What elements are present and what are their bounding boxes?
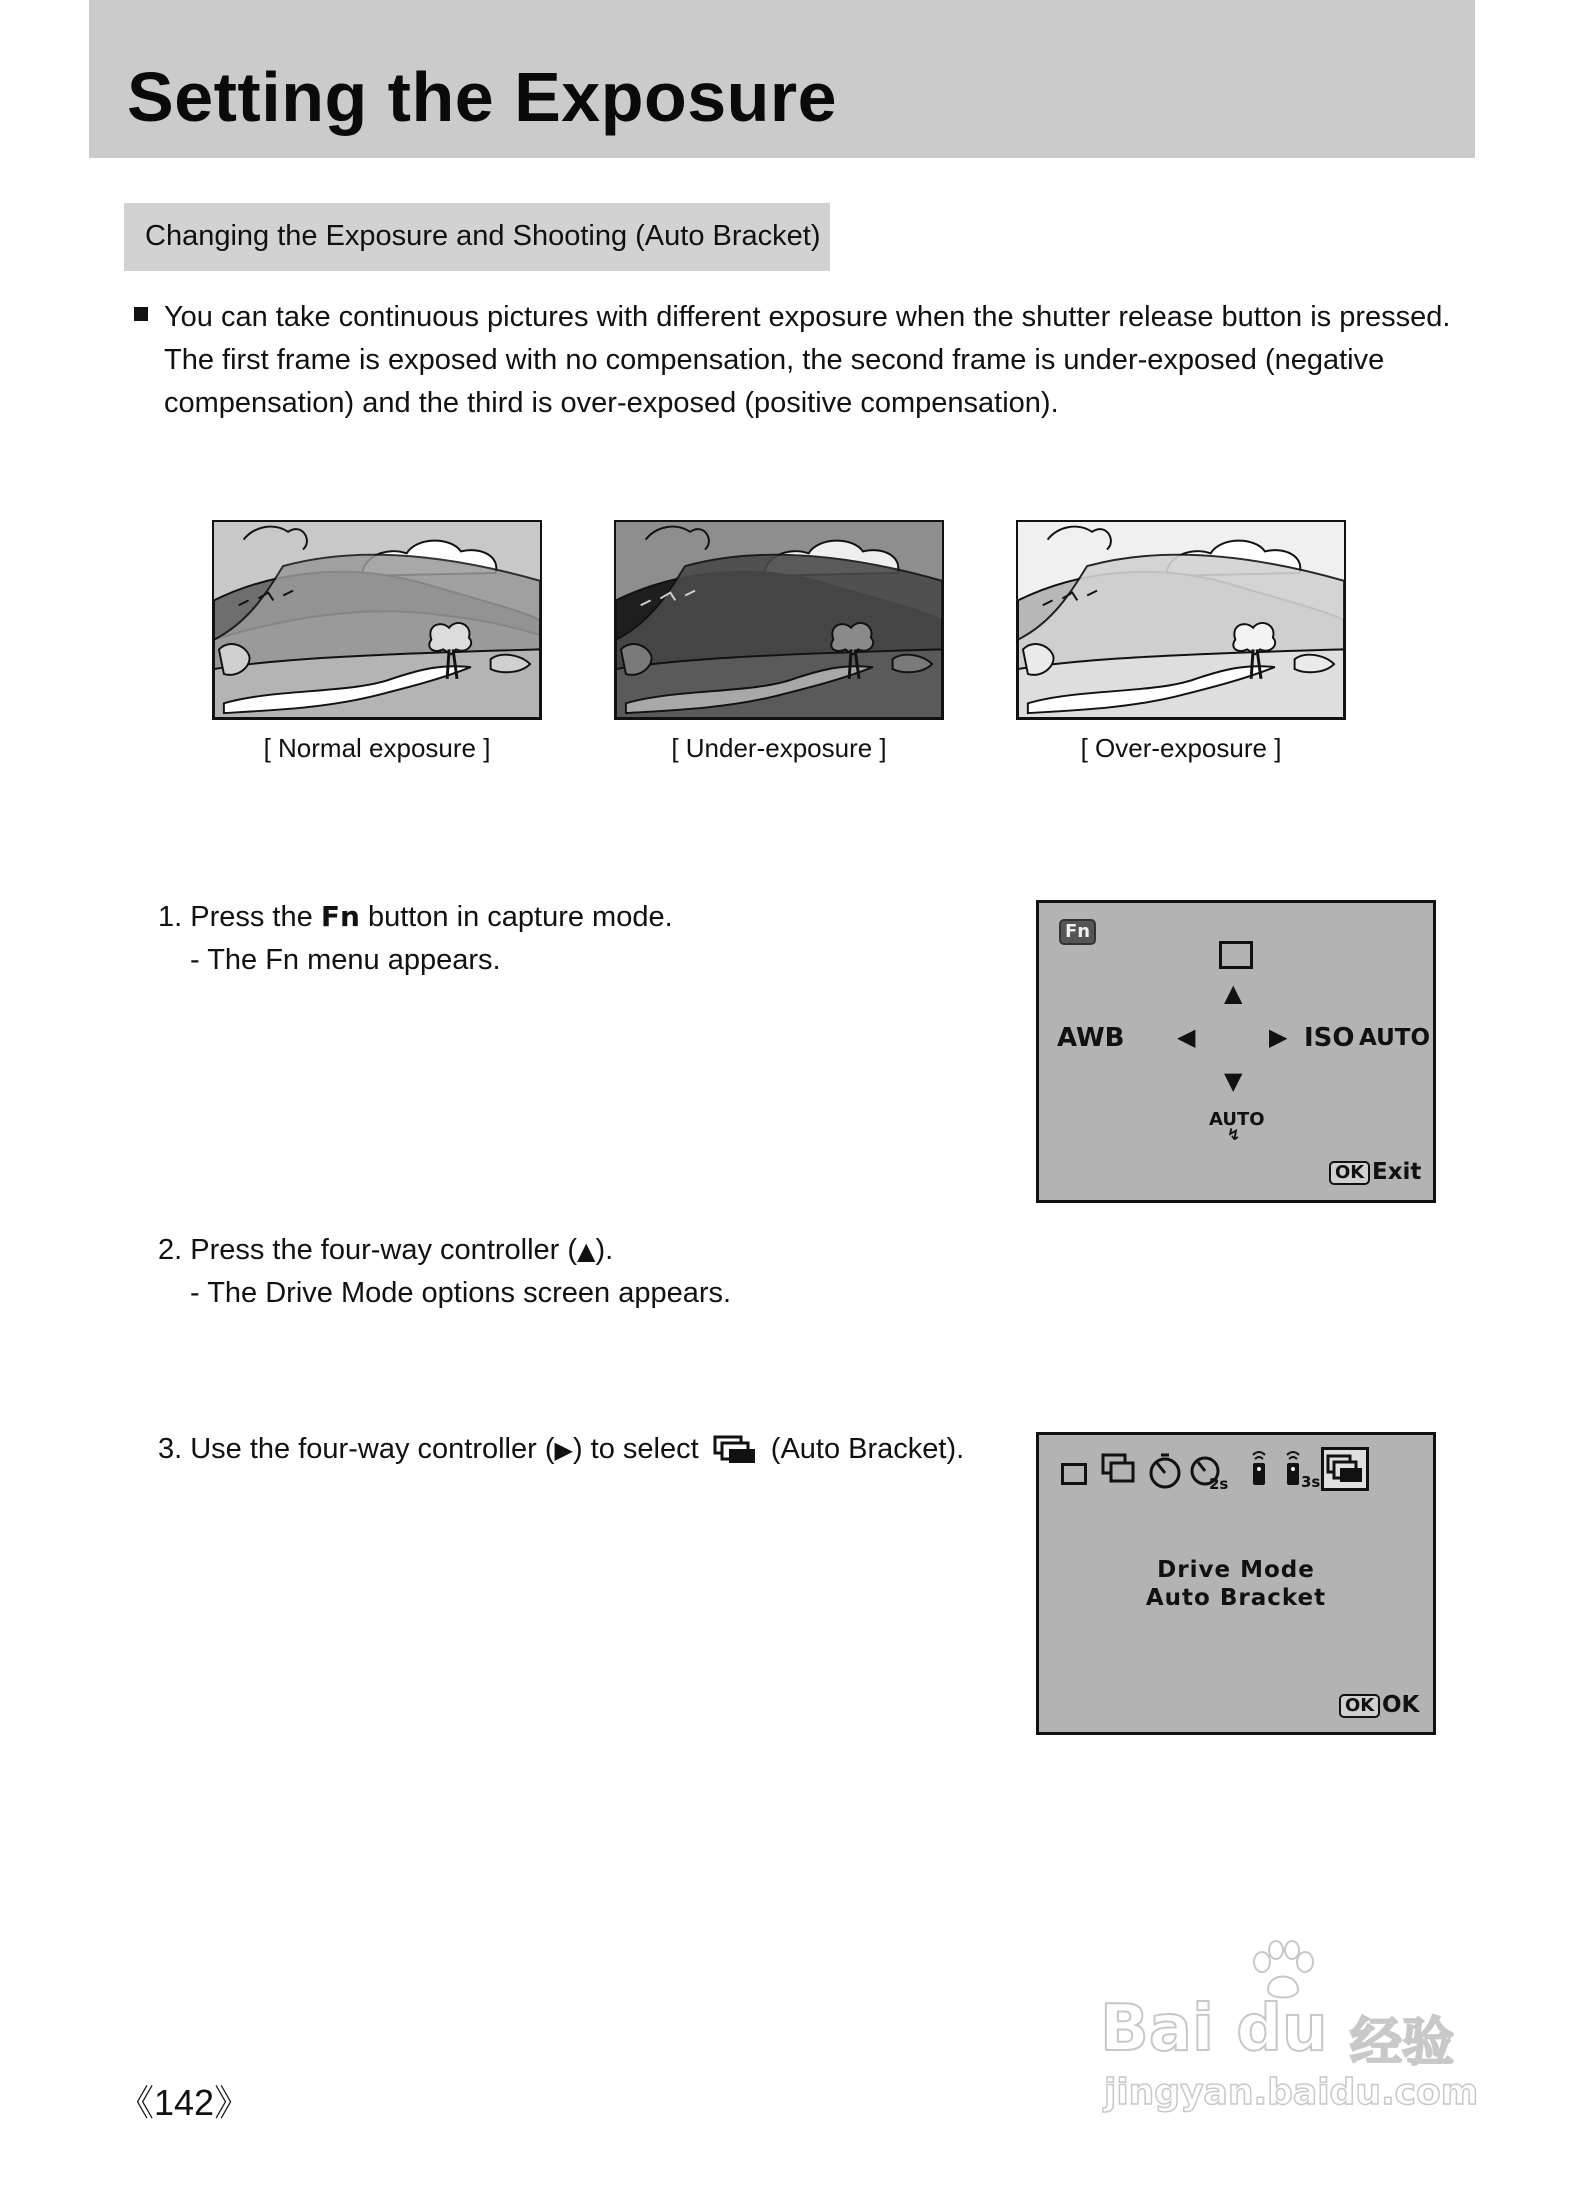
watermark-brand: Bai du	[1100, 1992, 1328, 2066]
single-frame-icon	[1219, 941, 1253, 969]
timer-2s-label: 2s	[1209, 1475, 1229, 1493]
iso-value: AUTO	[1359, 1025, 1431, 1051]
drive-mode-title: Drive Mode	[1157, 1557, 1315, 1583]
step-1-sub: - The Fn menu appears.	[190, 944, 501, 976]
normal-exposure-image	[212, 520, 542, 720]
right-arrow-icon: ▶	[1269, 1023, 1288, 1051]
ok-badge: OK	[1339, 1694, 1380, 1718]
step-1-prefix: 1. Press the	[158, 901, 313, 933]
section-subheading: Changing the Exposure and Shooting (Auto Bracket)	[145, 220, 821, 252]
step-1-suffix: button in capture mode.	[367, 901, 673, 933]
right-arrow-icon: ▶	[554, 1436, 573, 1464]
left-arrow-icon: ◀	[1177, 1023, 1196, 1051]
step-3-text	[158, 1432, 964, 1467]
step-3-suffix: (Auto Bracket).	[770, 1433, 965, 1465]
auto-flash-label: AUTO	[1209, 1109, 1265, 1130]
iso-label: ISO	[1304, 1023, 1355, 1053]
step-2-prefix: 2. Press the four-way controller (	[158, 1234, 578, 1266]
up-arrow-icon: ▲	[1224, 979, 1243, 1007]
drive-mode-lcd	[1036, 1432, 1436, 1735]
step-2-suffix: ).	[595, 1234, 614, 1266]
exit-label: Exit	[1372, 1159, 1422, 1185]
under-exposure-image	[614, 520, 944, 720]
intro-line-1: You can take continuous pictures with different exposure when the shutter release button is pressed.	[164, 301, 1451, 333]
bullet-square	[134, 307, 148, 321]
drive-mode-value: Auto Bracket	[1145, 1585, 1327, 1611]
remote-icon	[1249, 1449, 1269, 1494]
ok-label: OK	[1382, 1692, 1420, 1718]
ok-badge: OK	[1329, 1161, 1370, 1185]
auto-bracket-icon	[713, 1435, 757, 1465]
self-timer-icon	[1147, 1451, 1183, 1494]
step-1-text	[158, 900, 673, 935]
page-number: 《142》	[118, 2082, 251, 2123]
auto-bracket-selected-icon	[1321, 1447, 1369, 1491]
over-exposure-image	[1016, 520, 1346, 720]
remote-3s-icon	[1283, 1449, 1303, 1494]
page-title: Setting the Exposure	[127, 58, 838, 136]
single-frame-icon	[1061, 1463, 1087, 1485]
down-arrow-icon: ▼	[1224, 1067, 1243, 1095]
awb-label: AWB	[1057, 1023, 1125, 1053]
flash-icon: ↯	[1227, 1125, 1241, 1144]
step-2-sub: - The Drive Mode options screen appears.	[190, 1277, 732, 1309]
step-3-prefix: 3. Use the four-way controller (	[158, 1433, 555, 1465]
remote-3s-label: 3s	[1301, 1473, 1321, 1491]
fn-key: Fn	[320, 900, 360, 933]
under-exposure-caption: [ Under-exposure ]	[671, 733, 887, 763]
normal-exposure-caption: [ Normal exposure ]	[263, 733, 491, 763]
step-2-text	[158, 1233, 613, 1268]
intro-line-3: compensation) and the third is over-exposed (positive compensation).	[164, 387, 1059, 419]
intro-line-2: The first frame is exposed with no compensation, the second frame is under-exposed (negative	[164, 344, 1385, 376]
watermark-url: jingyan.baidu.com	[1104, 2072, 1479, 2113]
fn-menu-lcd	[1036, 900, 1436, 1203]
baidu-watermark	[1100, 1940, 1480, 2120]
up-arrow-icon: ▲	[577, 1237, 596, 1265]
step-3-mid: ) to select	[572, 1433, 699, 1465]
over-exposure-caption: [ Over-exposure ]	[1080, 733, 1282, 763]
continuous-icon	[1101, 1453, 1137, 1492]
watermark-cn: 经验	[1350, 2013, 1455, 2073]
fn-badge: Fn	[1059, 919, 1096, 945]
